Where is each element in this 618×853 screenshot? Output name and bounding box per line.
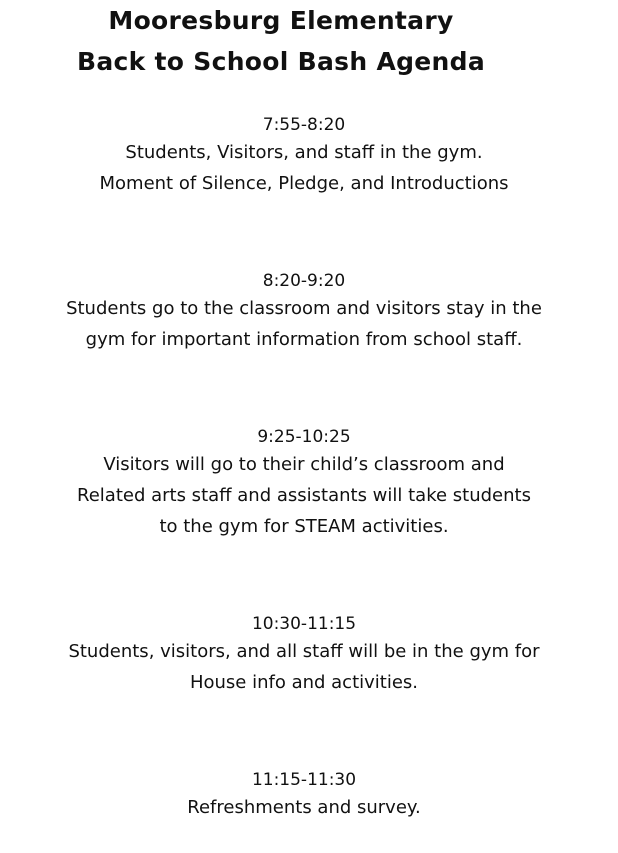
page-title: Mooresburg Elementary — [108, 6, 454, 35]
agenda-time: 10:30-11:15 — [251, 614, 357, 634]
agenda-description-line: Students go to the classroom and visitors stay in the — [66, 298, 542, 319]
agenda-time: 8:20-9:20 — [262, 271, 346, 291]
agenda-item — [0, 770, 608, 823]
agenda-description-line: to the gym for STEAM activities. — [159, 516, 449, 537]
agenda-description-line: Students, visitors, and all staff will be in the gym for — [68, 641, 540, 662]
agenda-time: 9:25-10:25 — [257, 427, 351, 447]
agenda-description-line: Moment of Silence, Pledge, and Introductions — [99, 173, 509, 194]
agenda-time: 11:15-11:30 — [251, 770, 357, 790]
agenda-description-line: Visitors will go to their child’s classroom and — [103, 454, 505, 475]
agenda-description-line: House info and activities. — [189, 672, 419, 693]
agenda-item — [0, 427, 608, 542]
agenda-item — [0, 115, 608, 199]
agenda-description-line: Students, Visitors, and staff in the gym. — [125, 142, 483, 163]
agenda-description-line: Refreshments and survey. — [187, 797, 421, 818]
page-subtitle: Back to School Bash Agenda — [76, 47, 486, 76]
agenda-description-line: gym for important information from school staff. — [85, 329, 523, 350]
agenda-item — [0, 614, 608, 698]
agenda-description-line: Related arts staff and assistants will take students — [77, 485, 531, 506]
agenda-time: 7:55-8:20 — [262, 115, 346, 135]
agenda-item — [0, 271, 608, 355]
